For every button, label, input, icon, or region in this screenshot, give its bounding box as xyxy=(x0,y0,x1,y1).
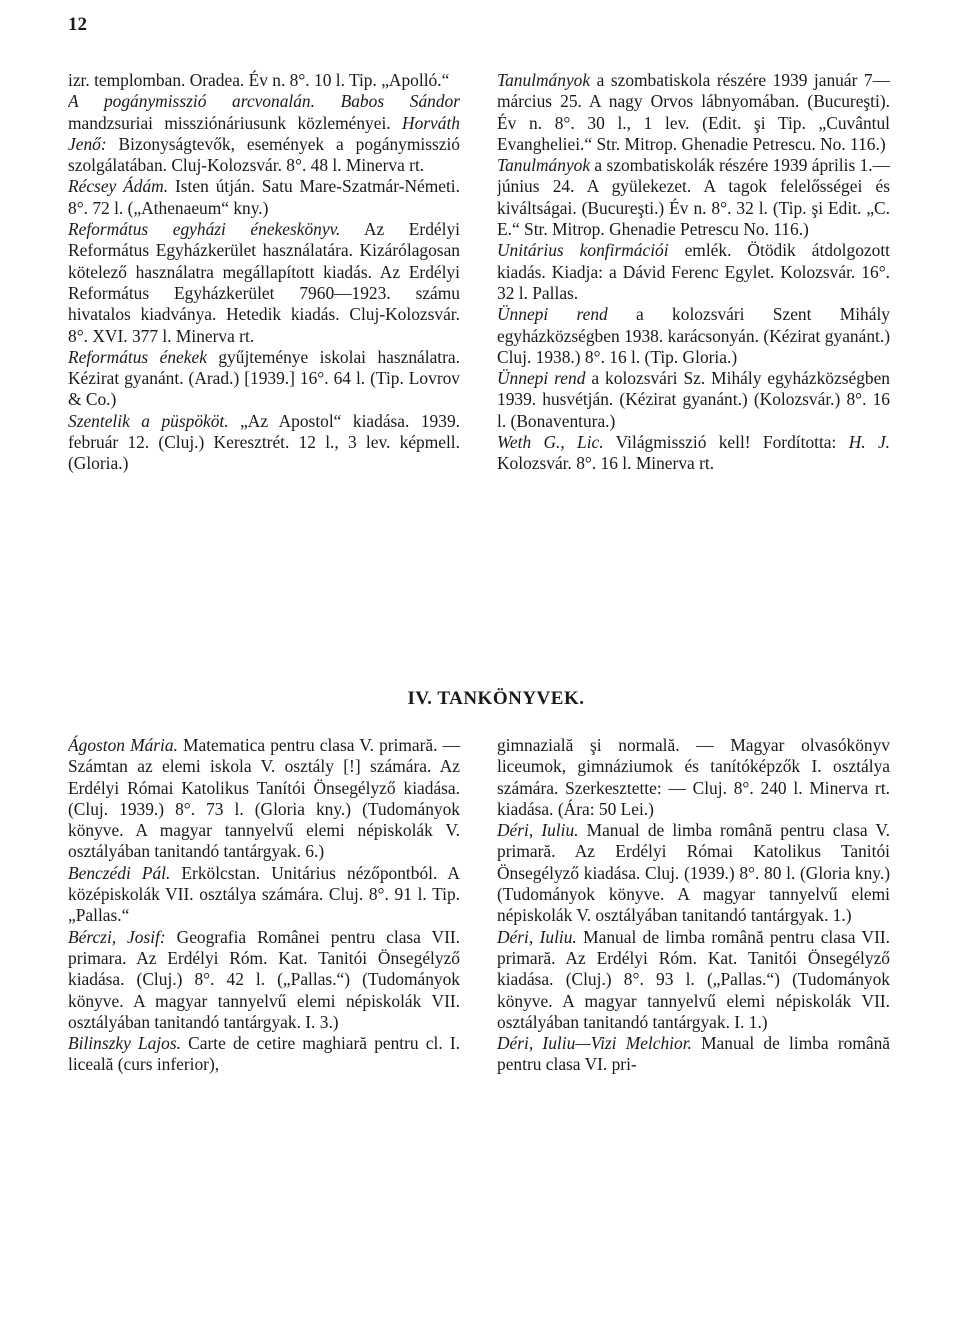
entry-title: Református egyházi énekeskönyv. xyxy=(68,219,341,240)
entry: Ünnepi rend a kolozsvári Sz. Mihály egyházközségben 1939. husvétján. (Kézirat gyanánt.) (Kolozsvár.) 8°. 16 l. (Bonaventura.) xyxy=(497,368,890,431)
entry-title: Ünnepi rend xyxy=(497,304,608,325)
entry: A pogánymisszió arcvonalán. Babos Sándor mandzsuriai missziónáriusunk közleményei. Horváth Jenő: Bizonyságtevők, események a pogánymisszió szolgálatában. Cluj-Kolozsvár. 8°. 48 l. Minerva rt. xyxy=(68,91,460,176)
column-top-left xyxy=(68,70,460,654)
entry: Weth G., Lic. Világmisszió kell! Fordította: H. J. Kolozsvár. 8°. 16 l. Minerva rt. xyxy=(497,432,890,474)
entry: Ünnepi rend a kolozsvári Szent Mihály egyházközségben 1938. karácsonyán. (Kézirat gyanánt.) Cluj. 1938.) 8°. 16 l. (Tip. Gloria.) xyxy=(497,304,890,367)
entry: Benczédi Pál. Erkölcstan. Unitárius nézőpontból. A középiskolák VII. osztálya számára. Cluj. 8°. 91 l. Tip. „Pallas.“ xyxy=(68,862,460,926)
entry: Bérczi, Josif: Geografia Românei pentru clasa VII. primara. Az Erdélyi Róm. Kat. Tanitói Önsegélyző kiadása. (Cluj.) 8°. 42 l. („Pallas.“) (Tudományok könyve. A magyar tannyelvű elemi népiskolák VII. osztályában tanitandó tantárgyak. I. 3.) xyxy=(68,926,460,1032)
entry-title: Unitárius konfirmációi xyxy=(497,240,669,261)
page-number: 12 xyxy=(68,14,87,35)
entry-author: Weth G., Lic. xyxy=(497,432,604,453)
column-bottom-left xyxy=(68,735,460,1335)
entry-author: Déri, Iuliu. xyxy=(497,820,579,841)
entry-author: Horváth Jenő: xyxy=(68,112,460,154)
column-bottom-right xyxy=(497,735,890,1335)
entry: Szentelik a püspököt. „Az Apostol“ kiadása. 1939. február 12. (Cluj.) Keresztrét. 12 l., 3 lev. képmell. (Gloria.) xyxy=(68,410,460,474)
entry: Református énekek gyűjteménye iskolai használatra. Kézirat gyanánt. (Arad.) [1939.] 16°. 64 l. (Tip. Lovrov & Co.) xyxy=(68,346,460,410)
entry-title: A pogánymisszió arcvonalán. Babos Sándor xyxy=(68,91,460,112)
section-heading: IV. TANKÖNYVEK. xyxy=(407,688,585,709)
entry: Tanulmányok a szombatiskola részére 1939 január 7—március 25. A nagy Orvos lábnyomában. (Bucureşti). Év n. 8°. 30 l., 1 lev. (Edit. şi Tip. „Cuvântul Evangheliei.“ Str. Mitrop. Ghenadie Petrescu. No. 116.) xyxy=(497,70,890,154)
entry-title: Református énekek xyxy=(68,346,207,367)
entry-author: Récsey Ádám. xyxy=(68,176,169,197)
entry-author: Déri, Iuliu. xyxy=(497,926,577,947)
entry: Déri, Iuliu. Manual de limba română pentru clasa VII. primară. Az Erdélyi Róm. Kat. Tanitói Önsegélyző kiadása. (Cluj.) 8°. 93 l. („Pallas.“) (Tudományok könyve. A magyar tannyelvű elemi népiskolák VII. osztályában tanitandó tantárgyak. I. 1.) xyxy=(497,926,890,1032)
entry-title: Tanulmányok xyxy=(497,155,591,176)
entry: izr. templomban. Oradea. Év n. 8°. 10 l. Tip. „Apolló.“ xyxy=(68,70,450,90)
entry-title: Tanulmányok xyxy=(497,70,591,90)
entry-author: Bérczi, Josif: xyxy=(68,926,166,947)
entry: Récsey Ádám. Isten útján. Satu Mare-Szatmár-Németi. 8°. 72 l. („Athenaeum“ kny.) xyxy=(68,176,460,218)
entry: gimnazială şi normală. — Magyar olvasókönyv liceumok, gimnáziumok és tanítóképzők I. osztálya számára. Szerkesztette: — Cluj. 8°. 240 l. Minerva rt. kiadása. (Ára: 50 Lei.) xyxy=(497,735,890,819)
entry: Ágoston Mária. Matematica pentru clasa V. primară. — Számtan az elemi iskola V. osztály [!] számára. Az Erdélyi Római Katolikus Tanítói Önsegélyző kiadása. (Cluj. 1939.) 8°. 73 l. (Gloria kny.) (Tudományok könyve. A magyar tannyelvű elemi népiskolák V. osztályában tanitandó tantárgyak. 6.) xyxy=(68,735,460,862)
entry: Déri, Iuliu. Manual de limba română pentru clasa V. primară. Az Erdélyi Római Katolikus Tanitói Önsegélyző kiadása. Cluj. (1939.) 8°. 80 l. (Gloria kny.) (Tudományok könyve. A magyar tannyelvű elemi népiskolák V. osztályában tanitandó tantárgyak. 1.) xyxy=(497,820,890,926)
entry-author: Ágoston Mária. xyxy=(68,735,178,755)
entry-title: Szentelik a püspököt. xyxy=(68,410,229,431)
entry-title: Ünnepi rend xyxy=(497,368,586,389)
entry: Unitárius konfirmációi emlék. Ötödik átdolgozott kiadás. Kiadja: a Dávid Ferenc Egylet. Kolozsvár. 16°. 32 l. Pallas. xyxy=(497,240,890,303)
entry-author: Benczédi Pál. xyxy=(68,862,171,883)
entry-author: Déri, Iuliu—Vizi Melchior. xyxy=(497,1033,692,1054)
column-top-right xyxy=(497,70,890,654)
entry-author: Bilinszky Lajos. xyxy=(68,1033,181,1054)
entry-translator: H. J. xyxy=(848,432,890,453)
entry: Déri, Iuliu—Vizi Melchior. Manual de limba română pentru clasa VI. pri- xyxy=(497,1033,890,1075)
entry: Református egyházi énekeskönyv. Az Erdélyi Református Egyházkerület használatára. Kizárólagosan kötelező használatra megállapított kiadás. Az Erdélyi Református Egyházkerület 7960—1923. számu hivatalos kiadványa. Hetedik kiadás. Cluj-Kolozsvár. 8°. XVI. 377 l. Minerva rt. xyxy=(68,219,460,346)
entry: Bilinszky Lajos. Carte de cetire maghiară pentru cl. I. liceală (curs inferior), xyxy=(68,1033,460,1075)
entry: Tanulmányok a szombatiskolák részére 1939 április 1.—június 24. A gyülekezet. A tagok felelősségei és kiváltságai. (Bucureşti.) Év n. 8°. 32 l. (Tip. şi Edit. „C. E.“ Str. Mitrop. Ghenadie Petrescu No. 116.) xyxy=(497,155,890,240)
